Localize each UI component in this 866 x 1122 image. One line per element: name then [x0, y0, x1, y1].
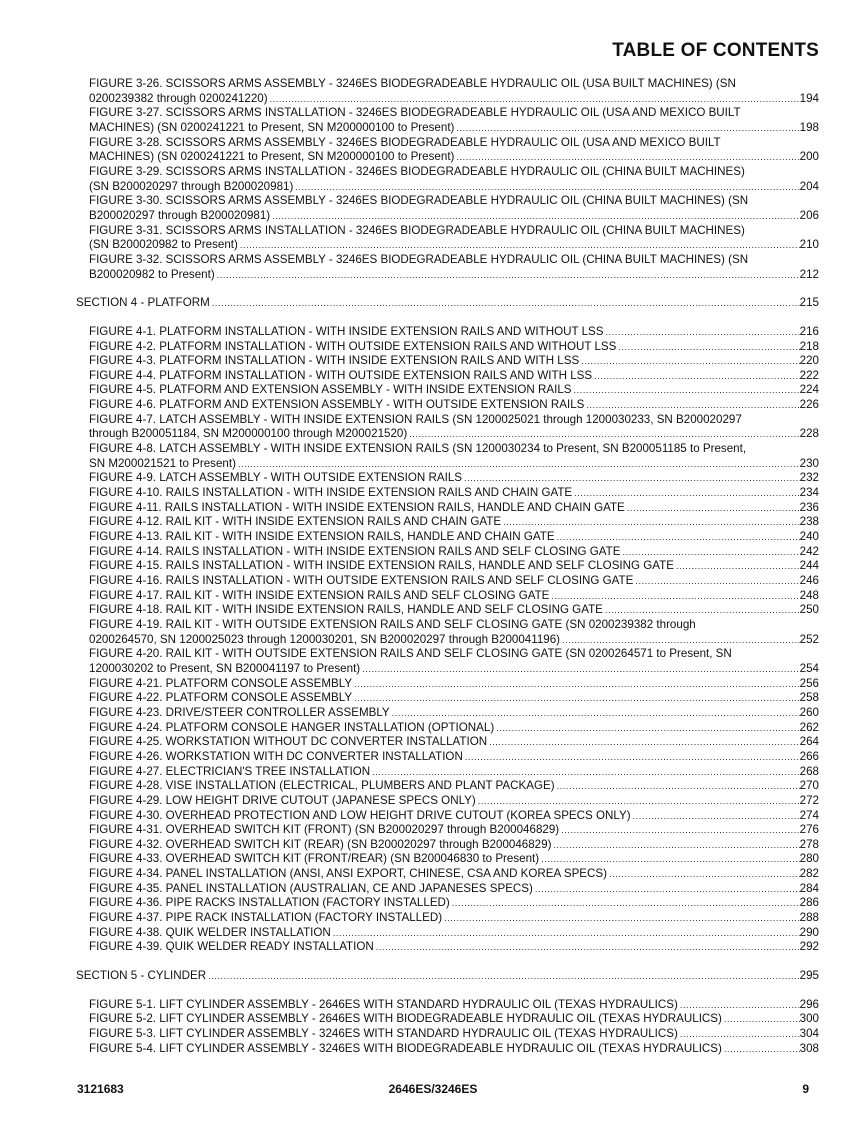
toc-entry-title: FIGURE 4-2. PLATFORM INSTALLATION - WITH OUTSIDE EXTENSION RAILS AND WITHOUT LSS [89, 339, 617, 353]
toc-entry-title: FIGURE 4-29. LOW HEIGHT DRIVE CUTOUT (JAPANESE SPECS ONLY) [89, 793, 476, 807]
dot-leader [592, 369, 800, 384]
toc-entry-title: FIGURE 4-1. PLATFORM INSTALLATION - WITH INSIDE EXTENSION RAILS AND WITHOUT LSS [89, 324, 604, 338]
toc-entry-first-line: FIGURE 3-27. SCISSORS ARMS INSTALLATION - 3246ES BIODEGRADEABLE HYDRAULIC OIL (USA AND MEXICO BUILT [89, 106, 741, 120]
toc-entry-title: FIGURE 5-2. LIFT CYLINDER ASSEMBLY - 2646ES WITH BIODEGRADEABLE HYDRAULIC OIL (TEXAS HYDRAULICS) [89, 1012, 722, 1026]
dot-leader [572, 383, 800, 398]
toc-entry[interactable] [89, 823, 819, 838]
toc-entry-page-number: 218 [799, 339, 819, 353]
toc-entry-title: FIGURE 4-27. ELECTRICIAN'S TREE INSTALLATION [89, 764, 371, 778]
dot-leader [215, 268, 800, 283]
toc-entry-first-line: FIGURE 3-29. SCISSORS ARMS INSTALLATION - 3246ES BIODEGRADEABLE HYDRAULIC OIL (CHINA BUILT MACHINES) [89, 164, 745, 178]
dot-leader [407, 427, 799, 442]
toc-entry[interactable] [89, 677, 819, 692]
toc-entry-title: FIGURE 4-39. QUIK WELDER READY INSTALLATION [89, 940, 374, 954]
toc-entry-page-number: 295 [799, 969, 819, 983]
dot-leader [678, 998, 800, 1013]
toc-entry-title: FIGURE 4-21. PLATFORM CONSOLE ASSEMBLY [89, 676, 353, 690]
toc-entry-title: MACHINES) (SN 0200241221 to Present, SN M200000100 to Present) [89, 120, 455, 134]
toc-entry-title: 0200239382 through 0200241220) [89, 91, 268, 105]
dot-leader [678, 1027, 800, 1042]
dot-leader [238, 238, 800, 253]
toc-entry-page-number: 300 [799, 1012, 819, 1026]
toc-entry-title: FIGURE 4-23. DRIVE/STEER CONTROLLER ASSEMBLY [89, 705, 390, 719]
toc-entry-page-number: 262 [799, 720, 819, 734]
toc-entry-page-number: 220 [799, 354, 819, 368]
dot-leader [390, 706, 800, 721]
toc-entry[interactable] [89, 340, 819, 355]
toc-entry[interactable] [89, 559, 819, 574]
toc-entry-title: FIGURE 4-22. PLATFORM CONSOLE ASSEMBLY [89, 691, 353, 705]
toc-entry-title: FIGURE 4-28. VISE INSTALLATION (ELECTRICAL, PLUMBERS AND PLANT PACKAGE) [89, 779, 555, 793]
toc-entry-title: FIGURE 4-18. RAIL KIT - WITH INSIDE EXTENSION RAILS, HANDLE AND SELF CLOSING GATE [89, 603, 603, 617]
toc-entry-page-number: 264 [799, 735, 819, 749]
dot-leader [268, 92, 800, 107]
dot-leader [633, 574, 799, 589]
toc-entry-page-number: 242 [799, 544, 819, 558]
toc-entry-page-number: 290 [799, 925, 819, 939]
dot-leader [604, 325, 800, 340]
dot-leader [539, 852, 800, 867]
dot-leader [236, 457, 800, 472]
dot-leader [607, 867, 800, 882]
toc-entry[interactable] [89, 106, 819, 135]
toc-entry-page-number: 244 [799, 559, 819, 573]
toc-entry[interactable] [89, 486, 819, 501]
toc-list [0, 77, 866, 1056]
dot-leader [462, 471, 800, 486]
dot-leader [603, 603, 800, 618]
toc-entry-page-number: 238 [799, 515, 819, 529]
dot-leader [374, 940, 800, 955]
toc-entry-title: SECTION 4 - PLATFORM [76, 296, 210, 310]
toc-entry-page-number: 228 [799, 427, 819, 441]
footer-page-number: 9 [802, 1082, 809, 1096]
toc-entry-page-number: 222 [799, 368, 819, 382]
toc-entry-title: FIGURE 4-12. RAIL KIT - WITH INSIDE EXTENSION RAILS AND CHAIN GATE [89, 515, 502, 529]
toc-entry[interactable] [89, 911, 819, 926]
dot-leader [494, 721, 799, 736]
toc-entry[interactable] [89, 574, 819, 589]
toc-entry[interactable] [89, 501, 819, 516]
toc-entry[interactable] [89, 530, 819, 545]
toc-entry-page-number: 232 [799, 471, 819, 485]
toc-entry-page-number: 276 [799, 823, 819, 837]
toc-entry[interactable] [89, 896, 819, 911]
toc-entry-page-number: 308 [799, 1041, 819, 1055]
toc-entry-title: FIGURE 4-32. OVERHEAD SWITCH KIT (REAR) (SN B200020297 through B200046829) [89, 837, 552, 851]
toc-entry-page-number: 206 [799, 208, 819, 222]
toc-entry-page-number: 236 [799, 500, 819, 514]
toc-entry-page-number: 280 [799, 852, 819, 866]
toc-entry[interactable] [89, 882, 819, 897]
toc-entry[interactable] [89, 998, 819, 1013]
dot-leader [476, 794, 800, 809]
dot-leader [674, 559, 800, 574]
toc-entry-title: FIGURE 4-6. PLATFORM AND EXTENSION ASSEMBLY - WITH OUTSIDE EXTENSION RAILS [89, 398, 585, 412]
dot-leader [616, 340, 799, 355]
toc-entry-page-number: 226 [799, 398, 819, 412]
toc-entry-title: FIGURE 4-9. LATCH ASSEMBLY - WITH OUTSIDE EXTENSION RAILS [89, 471, 463, 485]
toc-entry-title: FIGURE 4-3. PLATFORM INSTALLATION - WITH INSIDE EXTENSION RAILS AND WITH LSS [89, 354, 580, 368]
toc-entry-page-number: 224 [799, 383, 819, 397]
toc-entry[interactable] [89, 325, 819, 340]
toc-entry-page-number: 256 [799, 676, 819, 690]
toc-entry-page-number: 274 [799, 808, 819, 822]
dot-leader [454, 150, 799, 165]
dot-leader [549, 589, 799, 604]
page-title: TABLE OF CONTENTS [612, 40, 819, 61]
toc-entry[interactable] [89, 1012, 819, 1027]
toc-entry-first-line: FIGURE 3-32. SCISSORS ARMS ASSEMBLY - 3246ES BIODEGRADEABLE HYDRAULIC OIL (CHINA BUILT MACHINES) (SN [89, 252, 749, 266]
toc-entry-title: FIGURE 4-34. PANEL INSTALLATION (ANSI, ANSI EXPORT, CHINESE, CSA AND KOREA SPECS) [89, 867, 607, 881]
toc-entry[interactable] [89, 940, 819, 955]
dot-leader [555, 779, 800, 794]
toc-entry-first-line: FIGURE 4-7. LATCH ASSEMBLY - WITH INSIDE EXTENSION RAILS (SN 1200025021 through 1200030233, SN B200020297 [89, 412, 742, 426]
toc-entry[interactable] [89, 765, 819, 780]
toc-entry-title: FIGURE 5-3. LIFT CYLINDER ASSEMBLY - 3246ES WITH STANDARD HYDRAULIC OIL (TEXAS HYDRAULICS) [89, 1027, 678, 1041]
toc-entry[interactable] [89, 618, 819, 647]
toc-entry-page-number: 215 [799, 296, 819, 310]
toc-entry[interactable] [89, 706, 819, 721]
toc-entry-title: B200020297 through B200020981) [89, 208, 271, 222]
toc-entry-page-number: 230 [799, 456, 819, 470]
toc-entry-title: B200020982 to Present) [89, 267, 215, 281]
toc-entry[interactable] [89, 136, 819, 165]
toc-entry[interactable] [89, 721, 819, 736]
toc-entry-page-number: 260 [799, 705, 819, 719]
dot-leader [210, 296, 800, 311]
dot-leader [487, 735, 800, 750]
toc-entry-title: FIGURE 4-13. RAIL KIT - WITH INSIDE EXTENSION RAILS, HANDLE AND CHAIN GATE [89, 530, 555, 544]
toc-entry-title: FIGURE 4-11. RAILS INSTALLATION - WITH INSIDE EXTENSION RAILS, HANDLE AND CHAIN GATE [89, 500, 625, 514]
dot-leader [370, 765, 799, 780]
toc-entry-title: FIGURE 4-30. OVERHEAD PROTECTION AND LOW HEIGHT DRIVE CUTOUT (KOREA SPECS ONLY) [89, 808, 631, 822]
toc-entry-page-number: 304 [799, 1027, 819, 1041]
toc-entry-page-number: 258 [799, 691, 819, 705]
toc-entry[interactable] [89, 77, 819, 106]
dot-leader [206, 969, 800, 984]
dot-leader [293, 180, 799, 195]
toc-entry[interactable] [89, 838, 819, 853]
toc-entry-title: FIGURE 4-25. WORKSTATION WITHOUT DC CONVERTER INSTALLATION [89, 735, 488, 749]
dot-leader [442, 911, 800, 926]
toc-entry-first-line: FIGURE 4-20. RAIL KIT - WITH OUTSIDE EXTENSION RAILS AND SELF CLOSING GATE (SN 0200264571 to Present, SN [89, 647, 732, 661]
toc-entry-title: FIGURE 4-37. PIPE RACK INSTALLATION (FACTORY INSTALLED) [89, 911, 443, 925]
toc-entry-page-number: 248 [799, 588, 819, 602]
toc-entry-title: FIGURE 4-35. PANEL INSTALLATION (AUSTRALIAN, CE AND JAPANESES SPECS) [89, 881, 533, 895]
toc-entry-page-number: 282 [799, 867, 819, 881]
toc-entry-title: FIGURE 5-4. LIFT CYLINDER ASSEMBLY - 3246ES WITH BIODEGRADEABLE HYDRAULIC OIL (TEXAS HYDRAULICS) [89, 1041, 722, 1055]
toc-entry[interactable] [89, 647, 819, 676]
toc-entry-page-number: 278 [799, 837, 819, 851]
dot-leader [352, 677, 800, 692]
dot-leader [579, 354, 799, 369]
dot-leader [572, 486, 799, 501]
toc-entry-first-line: FIGURE 3-30. SCISSORS ARMS ASSEMBLY - 3246ES BIODEGRADEABLE HYDRAULIC OIL (CHINA BUILT MACHINES) (SN [89, 194, 749, 208]
toc-entry-page-number: 292 [799, 940, 819, 954]
toc-entry[interactable] [89, 589, 819, 604]
toc-entry-title: FIGURE 4-36. PIPE RACKS INSTALLATION (FACTORY INSTALLED) [89, 896, 450, 910]
dot-leader [555, 530, 800, 545]
toc-entry-first-line: FIGURE 3-28. SCISSORS ARMS ASSEMBLY - 3246ES BIODEGRADEABLE HYDRAULIC OIL (USA AND MEXICO BUILT [89, 135, 721, 149]
toc-entry[interactable] [89, 194, 819, 223]
toc-entry-title: FIGURE 4-33. OVERHEAD SWITCH KIT (FRONT/REAR) (SN B200046830 to Present) [89, 852, 540, 866]
toc-entry[interactable] [89, 471, 819, 486]
dot-leader [450, 896, 800, 911]
toc-entry-page-number: 210 [799, 238, 819, 252]
dot-leader [352, 691, 800, 706]
toc-entry-title: (SN B200020297 through B200020981) [89, 179, 294, 193]
toc-entry-page-number: 288 [799, 911, 819, 925]
toc-entry-page-number: 296 [799, 997, 819, 1011]
toc-section-entry[interactable] [76, 969, 819, 984]
toc-entry-page-number: 266 [799, 749, 819, 763]
toc-entry-page-number: 194 [799, 91, 819, 105]
toc-entry[interactable] [89, 165, 819, 194]
toc-entry[interactable] [89, 794, 819, 809]
toc-entry-page-number: 272 [799, 793, 819, 807]
toc-entry-title: FIGURE 4-24. PLATFORM CONSOLE HANGER INSTALLATION (OPTIONAL) [89, 720, 495, 734]
toc-section-entry[interactable] [76, 296, 819, 311]
dot-leader [560, 633, 800, 648]
toc-entry-title: FIGURE 4-14. RAILS INSTALLATION - WITH INSIDE EXTENSION RAILS AND SELF CLOSING GATE [89, 544, 621, 558]
footer-model: 2646ES/3246ES [388, 1082, 478, 1096]
toc-entry-title: 1200030202 to Present, SN B200041197 to Present) [89, 661, 361, 675]
toc-entry-page-number: 246 [799, 574, 819, 587]
toc-entry-page-number: 254 [799, 661, 819, 675]
toc-entry-title: FIGURE 4-4. PLATFORM INSTALLATION - WITH OUTSIDE EXTENSION RAILS AND WITH LSS [89, 368, 593, 382]
toc-entry[interactable] [89, 779, 819, 794]
toc-entry-page-number: 216 [799, 324, 819, 338]
toc-entry-title: SECTION 5 - CYLINDER [76, 969, 207, 983]
toc-entry-title: (SN B200020982 to Present) [89, 238, 238, 252]
toc-entry[interactable] [89, 691, 819, 706]
dot-leader [270, 209, 800, 224]
toc-entry-title: MACHINES) (SN 0200241221 to Present, SN M200000100 to Present) [89, 150, 455, 164]
toc-entry-page-number: 250 [799, 603, 819, 617]
toc-entry-title: FIGURE 4-17. RAIL KIT - WITH INSIDE EXTENSION RAILS AND SELF CLOSING GATE [89, 588, 550, 602]
toc-entry[interactable] [89, 442, 819, 471]
toc-entry[interactable] [89, 1042, 819, 1057]
dot-leader [722, 1042, 800, 1057]
toc-entry[interactable] [89, 750, 819, 765]
toc-entry-title: FIGURE 4-26. WORKSTATION WITH DC CONVERTER INSTALLATION [89, 749, 463, 763]
toc-entry[interactable] [89, 545, 819, 560]
toc-entry-title: FIGURE 4-16. RAILS INSTALLATION - WITH OUTSIDE EXTENSION RAILS AND SELF CLOSING GATE [89, 574, 634, 587]
toc-entry[interactable] [89, 603, 819, 618]
toc-entry[interactable] [89, 383, 819, 398]
toc-entry-title: FIGURE 4-10. RAILS INSTALLATION - WITH INSIDE EXTENSION RAILS AND CHAIN GATE [89, 486, 573, 500]
toc-entry-page-number: 240 [799, 530, 819, 544]
dot-leader [463, 750, 800, 765]
toc-entry[interactable] [89, 354, 819, 369]
toc-entry-first-line: FIGURE 4-8. LATCH ASSEMBLY - WITH INSIDE EXTENSION RAILS (SN 1200030234 to Present, SN B200051185 to Present, [89, 442, 747, 456]
dot-leader [331, 926, 800, 941]
toc-entry-page-number: 268 [799, 764, 819, 778]
dot-leader [722, 1012, 800, 1027]
dot-leader [551, 838, 799, 853]
toc-entry[interactable] [89, 852, 819, 867]
toc-entry-page-number: 270 [799, 779, 819, 793]
toc-entry-page-number: 286 [799, 896, 819, 910]
toc-entry-title: FIGURE 4-15. RAILS INSTALLATION - WITH INSIDE EXTENSION RAILS, HANDLE AND SELF CLOSING GATE [89, 559, 674, 573]
toc-entry-title: FIGURE 4-38. QUIK WELDER INSTALLATION [89, 925, 331, 939]
toc-entry[interactable] [89, 1027, 819, 1042]
dot-leader [584, 398, 799, 413]
toc-entry[interactable] [89, 253, 819, 282]
toc-entry-page-number: 234 [799, 486, 819, 500]
toc-entry-title: FIGURE 4-5. PLATFORM AND EXTENSION ASSEMBLY - WITH INSIDE EXTENSION RAILS [89, 383, 572, 397]
toc-entry-page-number: 204 [799, 179, 819, 193]
dot-leader [625, 501, 800, 516]
toc-entry-first-line: FIGURE 4-19. RAIL KIT - WITH OUTSIDE EXTENSION RAILS AND SELF CLOSING GATE (SN 0200239382 through [89, 617, 696, 631]
toc-entry-title: SN M200021521 to Present) [89, 456, 236, 470]
dot-leader [501, 515, 800, 530]
toc-entry[interactable] [89, 867, 819, 882]
toc-entry-first-line: FIGURE 3-26. SCISSORS ARMS ASSEMBLY - 3246ES BIODEGRADEABLE HYDRAULIC OIL (USA BUILT MACHINES) (SN [89, 77, 736, 90]
toc-entry-title: 0200264570, SN 1200025023 through 1200030201, SN B200020297 through B200041196) [89, 632, 561, 646]
dot-leader [360, 662, 800, 677]
dot-leader [454, 121, 799, 136]
toc-entry-page-number: 198 [799, 120, 819, 134]
dot-leader [559, 823, 799, 838]
toc-entry-title: FIGURE 4-31. OVERHEAD SWITCH KIT (FRONT) (SN B200020297 through B200046829) [89, 823, 560, 837]
toc-entry-page-number: 284 [799, 881, 819, 895]
toc-entry[interactable] [89, 809, 819, 824]
toc-entry[interactable] [89, 413, 819, 442]
dot-leader [533, 882, 800, 897]
toc-entry[interactable] [89, 735, 819, 750]
dot-leader [631, 809, 800, 824]
toc-entry-page-number: 212 [799, 267, 819, 281]
toc-entry[interactable] [89, 369, 819, 384]
toc-entry-title: through B200051184, SN M200000100 through M200021520) [89, 427, 408, 441]
toc-entry-page-number: 200 [799, 150, 819, 164]
toc-entry-first-line: FIGURE 3-31. SCISSORS ARMS INSTALLATION - 3246ES BIODEGRADEABLE HYDRAULIC OIL (CHINA BUILT MACHINES) [89, 223, 745, 237]
toc-entry-page-number: 252 [799, 632, 819, 646]
footer-doc-number: 3121683 [77, 1082, 124, 1096]
toc-entry[interactable] [89, 515, 819, 530]
toc-entry-title: FIGURE 5-1. LIFT CYLINDER ASSEMBLY - 2646ES WITH STANDARD HYDRAULIC OIL (TEXAS HYDRAULICS) [89, 997, 678, 1011]
toc-entry[interactable] [89, 224, 819, 253]
dot-leader [621, 545, 800, 560]
toc-entry[interactable] [89, 398, 819, 413]
toc-entry[interactable] [89, 926, 819, 941]
